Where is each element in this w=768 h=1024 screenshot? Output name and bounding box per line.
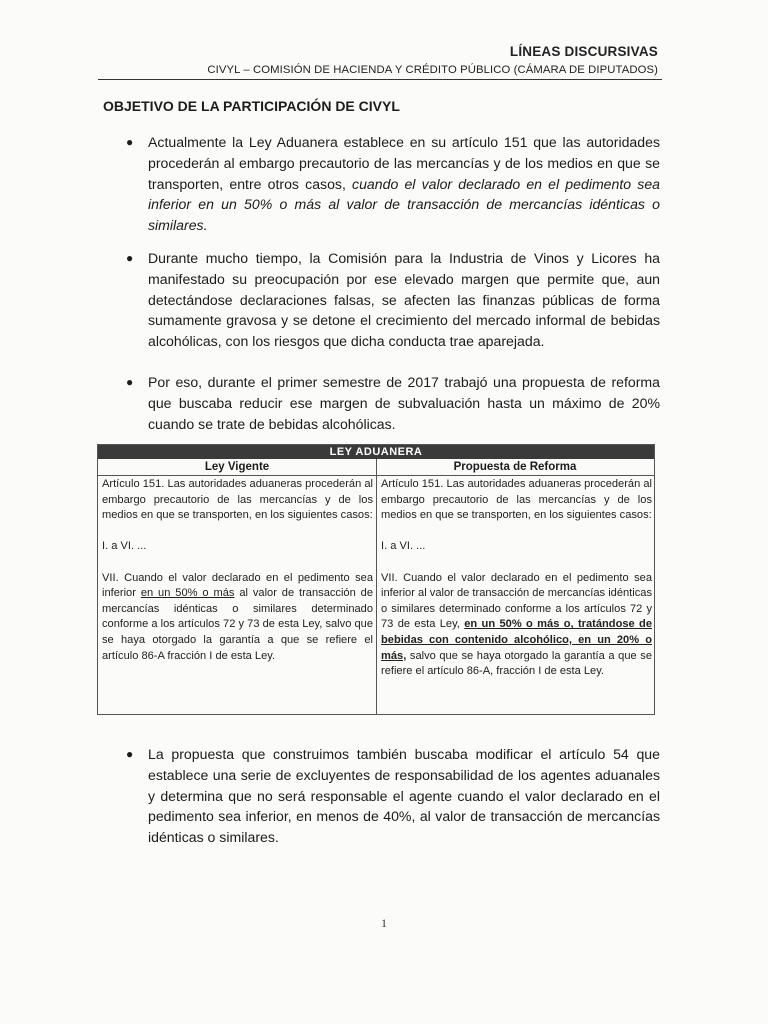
cell-text: VII. Cuando el valor declarado en el pedimento sea inferior al valor de transacción de mercancías idénticas o similares determinado conforme a los artículos 72 y 73 de esta Ley,	[381, 571, 652, 631]
cell-text: VII. Cuando el valor declarado en el pedimento sea inferior	[102, 571, 373, 600]
cell-paragraph: I. a VI. ...	[381, 540, 426, 553]
bullet-item	[126, 132, 660, 236]
cell-propuesta	[381, 477, 652, 680]
bullet-item	[126, 248, 660, 352]
header-rule	[98, 79, 662, 80]
cell-paragraph: Artículo 151. Las autoridades aduaneras procederán al embargo precautorio de las mercancías y de los medios en que se transporten, en los siguientes casos:	[381, 478, 652, 522]
bullet-item	[126, 744, 660, 848]
underlined-text: en un 50% o más	[140, 587, 235, 600]
cell-paragraph: I. a VI. ...	[102, 540, 147, 553]
bullet-icon: ●	[126, 747, 134, 761]
bullet-text: La propuesta que construimos también buscaba modificar el artículo 54 que establece una serie de excluyentes de responsabilidad de los agentes aduanales y determina que no será responsable el agente cuando el valor declarado en el pedimento sea inferior, en menos de 40%, al valor de transacción de mercancías idénticas o similares.	[148, 746, 660, 846]
bullet-text: Durante mucho tiempo, la Comisión para la Industria de Vinos y Licores ha manifestado su preocupación por ese elevado margen que permite que, aun detectándose declaraciones falsas, se afecten las finanzas públicas de forma sumamente gravosa y se detone el crecimiento del mercado informal de bebidas alcohólicas, con los riesgos que dicha conducta trae aparejada.	[148, 250, 660, 350]
header-title: LÍNEAS DISCURSIVAS	[509, 44, 658, 59]
cell-paragraph: Artículo 151. Las autoridades aduaneras procederán al embargo precautorio de las mercancías y de los medios en que se transporten, en los siguientes casos:	[102, 478, 373, 522]
cell-text: salvo que se haya otorgado la garantía a que se refiere el artículo 86-A, fracción I de esta Ley.	[381, 649, 652, 678]
bullet-icon: ●	[126, 251, 134, 265]
cell-paragraph	[102, 571, 373, 665]
bold-underlined-text: en un 50% o más o, tratándose de bebidas con contenido alcohólico, en un 20% o más,	[381, 618, 652, 662]
header-subtitle: CIVYL – COMISIÓN DE HACIENDA Y CRÉDITO PÚBLICO (CÁMARA DE DIPUTADOS)	[207, 64, 658, 76]
page-number: 1	[381, 916, 387, 930]
cell-text: al valor de transacción de mercancías idénticas o similares determinado conforme a los artículos 72 y 73 de esta Ley, salvo que se haya otorgado la garantía a que se refiere el artículo 86-A fracción I de esta Ley.	[102, 587, 373, 662]
bullet-item	[126, 372, 660, 434]
cell-paragraph	[381, 571, 652, 680]
bullet-text: Actualmente la Ley Aduanera establece en su artículo 151 que las autoridades procederán al embargo precautorio de las mercancías y de los medios en que se transporten, entre otros casos,	[148, 134, 660, 192]
column-header-ley-vigente: Ley Vigente	[98, 459, 376, 476]
bullet-icon: ●	[126, 135, 134, 149]
bullet-text: Por eso, durante el primer semestre de 2017 trabajó una propuesta de reforma que buscaba reducir ese margen de subvaluación hasta un máximo de 20% cuando se trate de bebidas alcohólicas.	[148, 374, 660, 432]
table-title: LEY ADUANERA	[98, 445, 654, 459]
column-divider	[376, 459, 377, 714]
ley-aduanera-table	[97, 444, 655, 715]
bullet-icon: ●	[126, 375, 134, 389]
bullet-italic-text: cuando el valor declarado en el pedimento sea inferior en un 50% o más al valor de transacción de mercancías idénticas o similares.	[148, 175, 660, 234]
column-header-propuesta: Propuesta de Reforma	[376, 459, 654, 476]
section-heading: OBJETIVO DE LA PARTICIPACIÓN DE CIVYL	[103, 98, 400, 114]
cell-ley-vigente	[102, 477, 373, 664]
